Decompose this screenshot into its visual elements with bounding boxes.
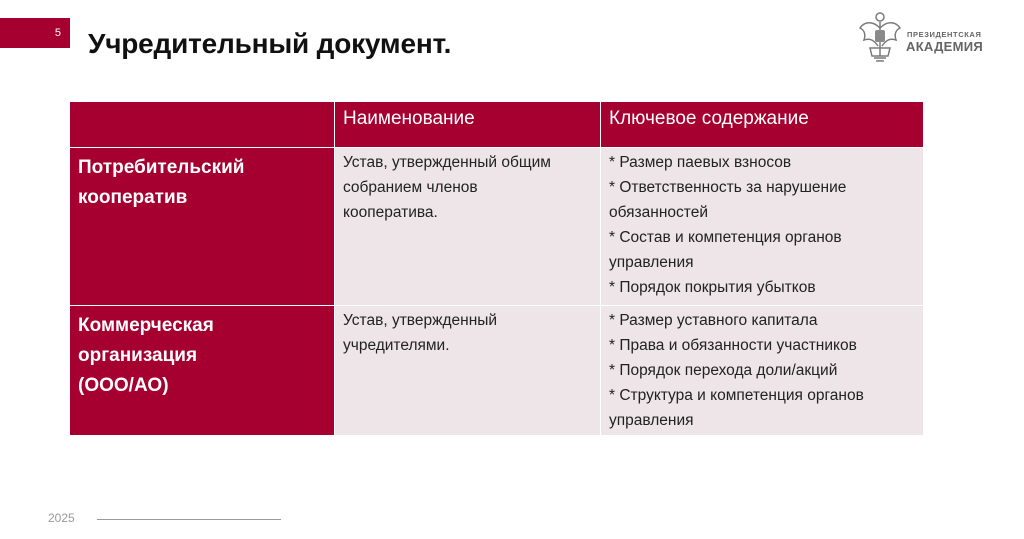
row-entity-label: Коммерческая организация (ООО/АО)	[78, 315, 214, 396]
header-name-label: Наименование	[343, 108, 475, 129]
documents-table	[69, 101, 924, 436]
logo-text-top: ПРЕЗИДЕНТСКАЯ	[907, 30, 982, 39]
header-content-label: Ключевое содержание	[609, 108, 809, 129]
table-row	[70, 306, 924, 436]
row-name-cell	[335, 148, 601, 306]
logo-text-bottom: АКАДЕМИЯ	[906, 39, 984, 54]
header-cell-content	[601, 102, 924, 148]
table-header-row	[70, 102, 924, 148]
row-content-text: * Размер уставного капитала * Права и обязанности участников * Порядок перехода доли/акций * Структура и компетенция органов управления	[609, 312, 864, 429]
header-cell-name	[335, 102, 601, 148]
row-content-cell	[601, 148, 924, 306]
table-row	[70, 148, 924, 306]
row-name-text: Устав, утвержденный общим собранием членов кооператива.	[343, 154, 551, 221]
header-cell-empty	[70, 102, 335, 148]
page-number: 5	[54, 27, 61, 39]
page-number-badge	[0, 18, 70, 48]
row-entity-cell	[70, 148, 335, 306]
eagle-emblem-icon	[858, 8, 902, 64]
academy-logo	[858, 8, 998, 70]
row-content-text: * Размер паевых взносов * Ответственность за нарушение обязанностей * Состав и компетенция органов управления * Порядок покрытия убытков	[609, 154, 847, 296]
row-entity-label: Потребительский кооператив	[78, 157, 245, 208]
footer-year: 2025	[48, 511, 75, 525]
row-content-cell	[601, 306, 924, 436]
row-name-cell	[335, 306, 601, 436]
row-entity-cell	[70, 306, 335, 436]
footer-divider	[97, 519, 281, 520]
row-name-text: Устав, утвержденный учредителями.	[343, 312, 498, 354]
slide-title: Учредительный документ.	[88, 28, 452, 59]
